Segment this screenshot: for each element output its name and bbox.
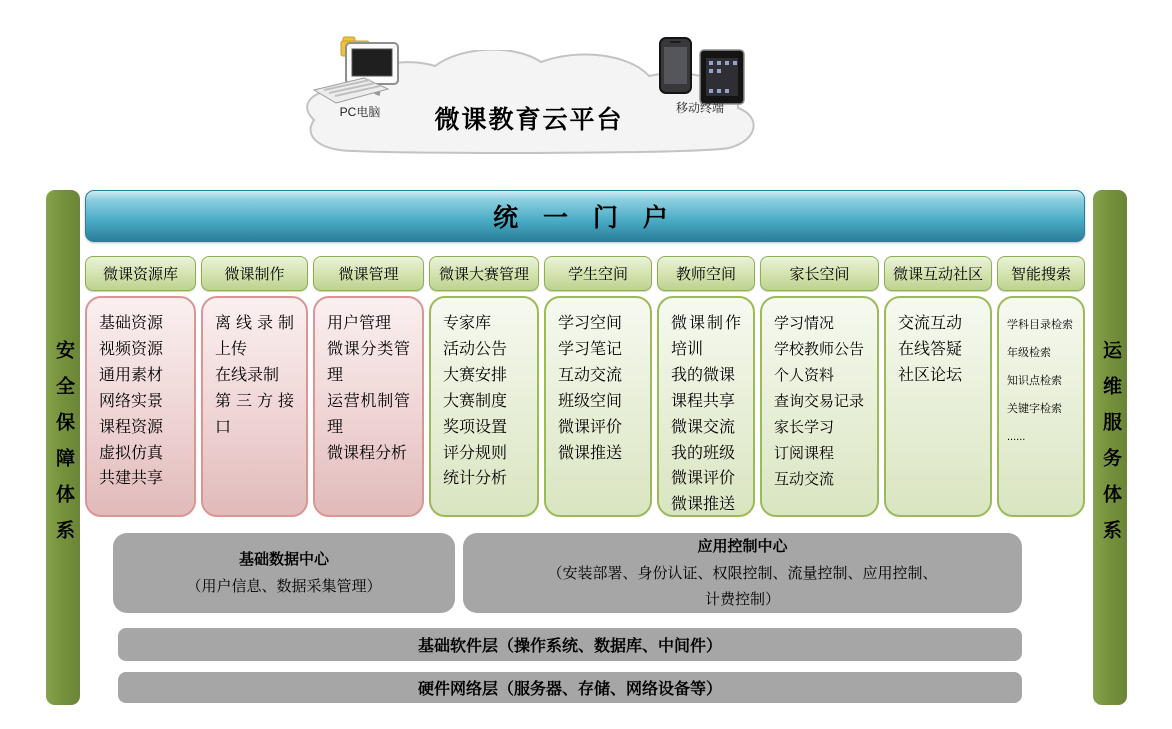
panel-item: 微课推送 <box>558 444 623 462</box>
panel-item: 学习空间 <box>558 315 623 332</box>
panel-item: 离线录制上传 <box>215 315 294 358</box>
panel-micro-course-management <box>313 296 424 517</box>
panel-item: 第三方接口 <box>215 392 294 436</box>
panel-item: 大赛制度 <box>443 392 508 410</box>
panel-item: 家长学习 <box>774 418 835 436</box>
panel-item: 订阅课程 <box>774 444 835 462</box>
panel-item: 我的班级 <box>671 444 736 462</box>
panel-item: 微课评价 <box>671 470 736 488</box>
basic-data-center-title: 基础数据中心 <box>238 550 329 568</box>
security-assurance-label: 安全保障体系 <box>53 339 74 556</box>
tab-parent-space: 家长空间 <box>760 256 879 291</box>
unified-portal-header: 统 一 门 户 <box>85 190 1085 242</box>
panel-item: ...... <box>1007 431 1026 444</box>
platform-title: 微课教育云平台 <box>434 106 624 134</box>
panel-item: 微课分类管理 <box>327 340 410 384</box>
mobile-label: 移动终端 <box>675 101 724 115</box>
panel-item: 微课制作培训 <box>671 315 741 358</box>
panel-item: 基础资源 <box>99 315 164 332</box>
panel-micro-course-production <box>201 296 308 517</box>
panel-item: 大赛安排 <box>443 366 508 384</box>
panel-teacher-space <box>657 296 755 517</box>
panel-item: 统计分析 <box>443 470 508 488</box>
panel-item: 年级检索 <box>1007 347 1051 360</box>
panel-item: 微课程分析 <box>327 444 408 462</box>
panel-interactive-community <box>884 296 992 517</box>
panel-item: 关键字检索 <box>1007 403 1062 416</box>
operations-service-label: 运维服务体系 <box>1100 339 1121 556</box>
panel-item: 通用素材 <box>99 366 164 384</box>
panel-item: 奖项设置 <box>443 418 508 436</box>
module-tab-row <box>85 256 1085 291</box>
panel-item: 我的微课 <box>671 366 736 384</box>
cloud-section <box>0 0 1172 185</box>
panel-parent-space <box>760 296 879 517</box>
tab-student-space: 学生空间 <box>544 256 652 291</box>
center-row <box>85 533 1085 613</box>
app-control-center-box <box>463 533 1022 613</box>
tab-teacher-space: 教师空间 <box>657 256 755 291</box>
panel-item: 互动交流 <box>558 366 623 384</box>
security-assurance-bar <box>46 190 80 705</box>
panel-item: 课程资源 <box>99 418 164 436</box>
panel-item: 互动交流 <box>774 470 835 488</box>
panel-item: 网络实景 <box>99 392 164 410</box>
panel-student-space <box>544 296 652 517</box>
tab-interactive-community: 微课互动社区 <box>884 256 992 291</box>
panel-item: 查询交易记录 <box>774 392 865 410</box>
panel-item: 学校教师公告 <box>774 340 865 358</box>
panel-item: 学习笔记 <box>558 340 623 358</box>
pc-label: PC电脑 <box>339 105 381 119</box>
panel-item: 学习情况 <box>774 315 835 332</box>
tab-smart-search: 智能搜索 <box>997 256 1085 291</box>
panel-item: 在线录制 <box>215 366 280 384</box>
tab-micro-course-management: 微课管理 <box>313 256 424 291</box>
panel-item: 微课评价 <box>558 418 623 436</box>
panel-micro-course-resource-library <box>85 296 196 517</box>
tab-contest-management: 微课大赛管理 <box>429 256 539 291</box>
panel-item: 微课交流 <box>671 418 736 436</box>
panel-item: 视频资源 <box>99 340 164 358</box>
panel-item: 课程共享 <box>671 392 736 410</box>
panel-item: 学科目录检索 <box>1007 319 1073 331</box>
panel-item: 班级空间 <box>558 392 623 410</box>
panel-item: 活动公告 <box>443 340 508 358</box>
panel-item: 交流互动 <box>898 315 963 332</box>
panel-item: 共建共享 <box>99 470 164 488</box>
basic-data-center-box <box>113 533 455 613</box>
app-control-center-title: 应用控制中心 <box>697 537 788 555</box>
panel-item: 知识点检索 <box>1007 375 1062 388</box>
panel-item: 在线答疑 <box>898 340 963 358</box>
panel-contest-management <box>429 296 539 517</box>
panel-item: 专家库 <box>443 315 492 332</box>
software-layer-bar: 基础软件层（操作系统、数据库、中间件） <box>118 628 1022 661</box>
tab-micro-course-resource-library: 微课资源库 <box>85 256 196 291</box>
module-panel-row <box>85 296 1085 517</box>
hardware-layer-bar: 硬件网络层（服务器、存储、网络设备等） <box>118 672 1022 703</box>
architecture-frame <box>46 190 1127 705</box>
tab-micro-course-production: 微课制作 <box>201 256 308 291</box>
panel-item: 社区论坛 <box>898 366 963 384</box>
panel-item: 用户管理 <box>327 315 392 332</box>
basic-data-center-subtitle: （用户信息、数据采集管理） <box>186 578 382 596</box>
panel-item: 评分规则 <box>443 444 508 462</box>
frame-content <box>85 190 1085 705</box>
panel-item: 虚拟仿真 <box>99 444 164 462</box>
operations-service-bar <box>1093 190 1127 705</box>
pc-computer-icon <box>310 36 410 111</box>
app-control-center-subtitle-line2: 计费控制） <box>704 591 780 609</box>
panel-smart-search <box>997 296 1085 517</box>
panel-item: 个人资料 <box>774 366 835 384</box>
panel-item: 微课推送 <box>671 496 736 514</box>
app-control-center-subtitle-line1: （安装部署、身份认证、权限控制、流量控制、应用控制、 <box>547 565 938 582</box>
panel-item: 运营机制管理 <box>327 392 410 436</box>
